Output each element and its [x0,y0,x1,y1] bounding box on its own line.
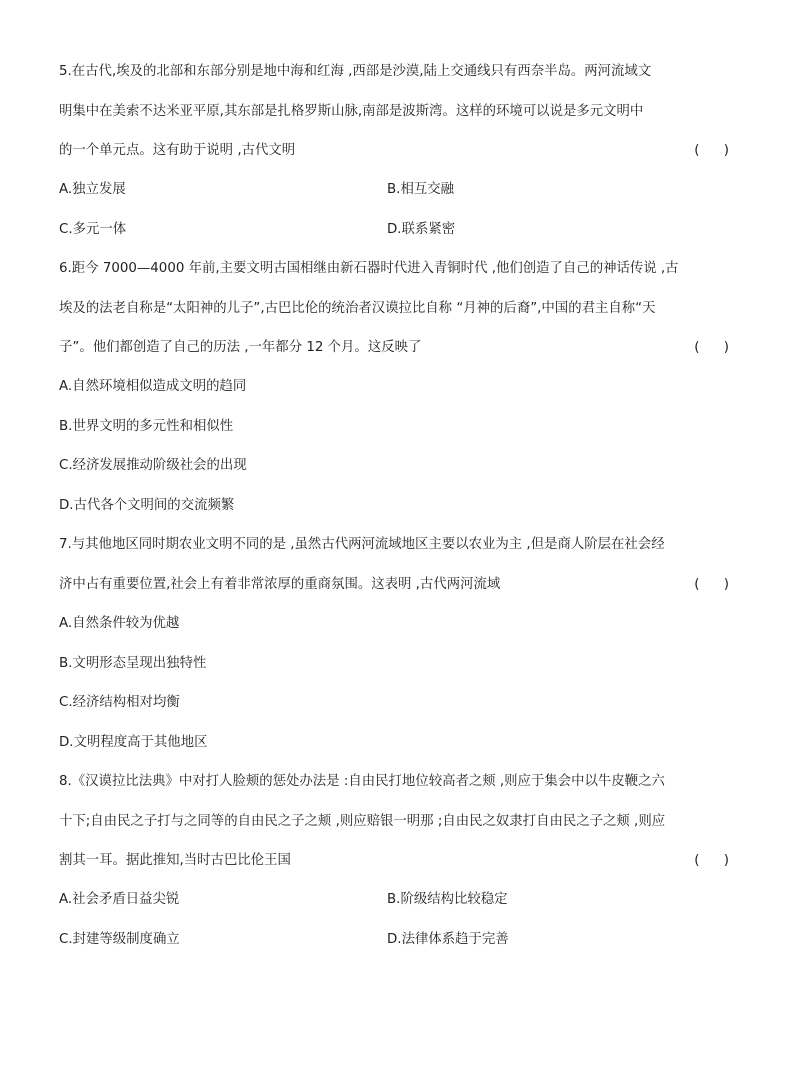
option-7a: A.自然条件较为优越 [59,616,180,631]
option-5c: C.多元一体 [59,222,127,237]
option-5d: D.联系紧密 [387,222,456,237]
answer-blank: ( ) [694,853,739,868]
option-8c: C.封建等级制度确立 [59,932,180,947]
option-5b: B.相互交融 [387,182,455,197]
question-5-line-3-text: 的一个单元点。这有助于说明 ,古代文明 [59,143,296,158]
answer-blank: ( ) [694,143,739,158]
question-7-line-2 [59,575,739,595]
question-7-line-1: 7.与其他地区同时期农业文明不同的是 ,虽然古代两河流域地区主要以农业为主 ,但是商人阶层在社会经 [59,537,665,552]
option-8d: D.法律体系趋于完善 [387,932,509,947]
question-6-line-2: 埃及的法老自称是“太阳神的儿子”,古巴比伦的统治者汉谟拉比自称 “月神的后裔”,中国的君主自称“天 [59,301,656,316]
option-6a: A.自然环境相似造成文明的趋同 [59,379,247,394]
question-7-line-2-text: 济中占有重要位置,社会上有着非常浓厚的重商氛围。这表明 ,古代两河流域 [59,577,501,592]
question-6-line-3 [59,338,739,358]
option-6d: D.古代各个文明间的交流频繁 [59,498,235,513]
question-5-line-3 [59,141,739,161]
question-6-line-3-text: 子”。他们都创造了自己的历法 ,一年都分 12 个月。这反映了 [59,340,422,355]
question-8-line-2: 十下;自由民之子打与之同等的自由民之子之颊 ,则应赔银一明那 ;自由民之奴隶打自由民之子之颊 ,则应 [59,814,666,829]
question-5-line-1: 5.在古代,埃及的北部和东部分别是地中海和红海 ,西部是沙漠,陆上交通线只有西奈半岛。两河流域文 [59,64,652,79]
option-5a: A.独立发展 [59,182,126,197]
option-8a: A.社会矛盾日益尖锐 [59,892,180,907]
question-6-line-1: 6.距今 7000—4000 年前,主要文明古国相继由新石器时代进入青铜时代 ,他们创造了自己的神话传说 ,古 [59,261,679,276]
option-6c: C.经济发展推动阶级社会的出现 [59,458,247,473]
question-8-line-3 [59,851,739,871]
question-8-line-1: 8.《汉谟拉比法典》中对打人脸颊的惩处办法是 :自由民打地位较高者之颊 ,则应于集会中以牛皮鞭之六 [59,774,665,789]
question-5-line-2: 明集中在美索不达米亚平原,其东部是扎格罗斯山脉,南部是波斯湾。这样的环境可以说是多元文明中 [59,104,644,119]
answer-blank: ( ) [694,340,739,355]
option-7c: C.经济结构相对均衡 [59,695,180,710]
option-7d: D.文明程度高于其他地区 [59,735,208,750]
option-8b: B.阶级结构比较稳定 [387,892,508,907]
option-7b: B.文明形态呈现出独特性 [59,656,207,671]
option-6b: B.世界文明的多元性和相似性 [59,419,234,434]
question-8-line-3-text: 割其一耳。据此推知,当时古巴比伦王国 [59,853,291,868]
answer-blank: ( ) [694,577,739,592]
